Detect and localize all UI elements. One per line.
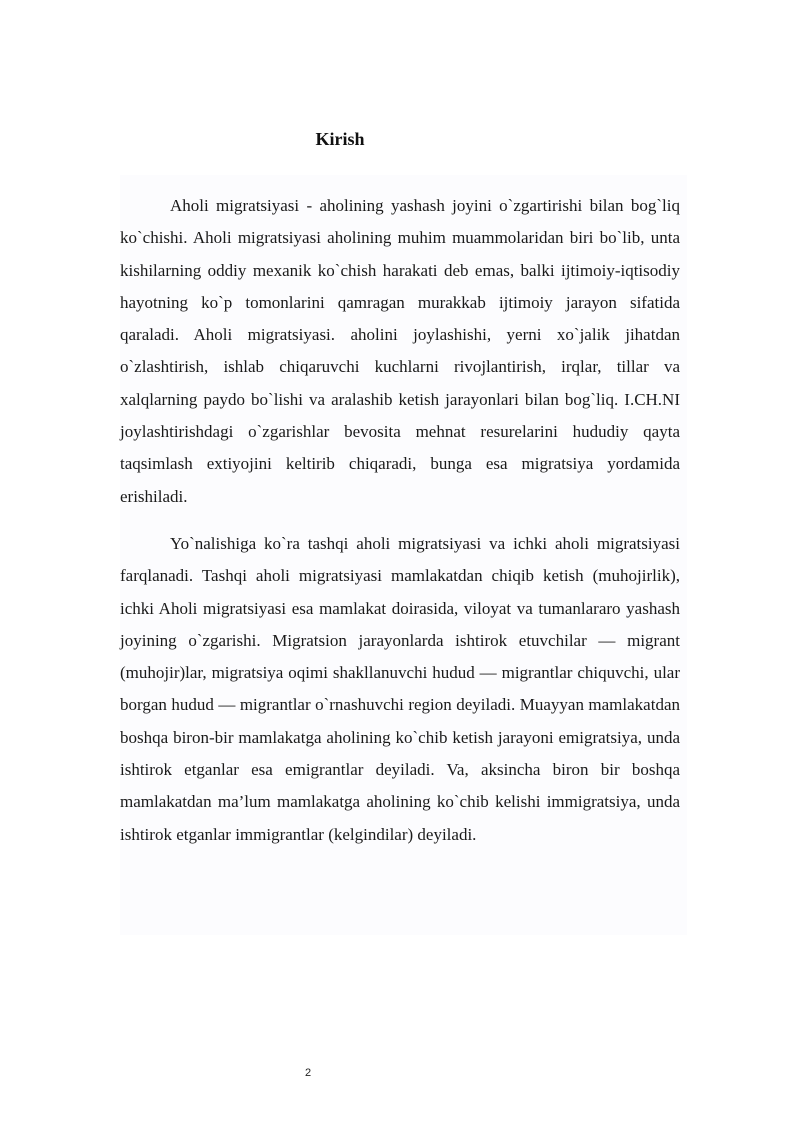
paragraph-1: Aholi migratsiyasi - aholining yashash joyini o`zgartirishi bilan bog`liq ko`chishi. Aholi migratsiyasi aholining muhim muammolaridan biri bo`lib, unta kishilarning oddiy mexanik ko`chish harakati deb emas, balki ijtimoiy-iqtisodiy hayotning ko`p tomonlarini qamragan murakkab ijtimoiy jarayon sifatida qaraladi. Aholi migratsiyasi. aholini joylashishi, yerni xo`jalik jihatdan o`zlashtirish, ishlab chiqaruvchi kuchlarni rivojlantirish, irqlar, tillar va xalqlarning paydo bo`lishi va aralashib ketish jarayonlari bilan bog`liq. I.CH.NI joylashtirishdagi o`zgarishlar bevosita mehnat resurelarini hududiy qayta taqsimlash extiyojini keltirib chiqaradi, bunga esa migratsiya yordamida erishiladi. [120,196,680,506]
paragraph-2: Yo`nalishiga ko`ra tashqi aholi migratsiyasi va ichki aholi migratsiyasi farqlanadi. Tashqi aholi migratsiyasi mamlakatdan chiqib ketish (muhojirlik), ichki Aholi migratsiyasi esa mamlakat doirasida, viloyat va tumanlararo yashash joyining o`zgarishi. Migratsion jarayonlarda ishtirok etuvchilar — migrant (muhojir)lar, migratsiya oqimi shakllanuvchi hudud — migrantlar chiquvchi, ular borgan hudud — migrantlar o`rnashuvchi region deyiladi. Muayyan mamlakatdan boshqa biron-bir mamlakatga aholining ko`chib ketish jarayoni emigratsiya, unda ishtirok etganlar esa emigrantlar deyiladi. Va, aksincha biron bir boshqa mamlakatdan ma’lum mamlakatga aholining ko`chib kelishi immigratsiya, unda ishtirok etganlar immigrantlar (kelgindilar) deyiladi. [120,533,680,844]
page-title: Kirish [315,129,365,149]
page-number: 2 [304,1067,312,1079]
body-text [120,190,680,866]
